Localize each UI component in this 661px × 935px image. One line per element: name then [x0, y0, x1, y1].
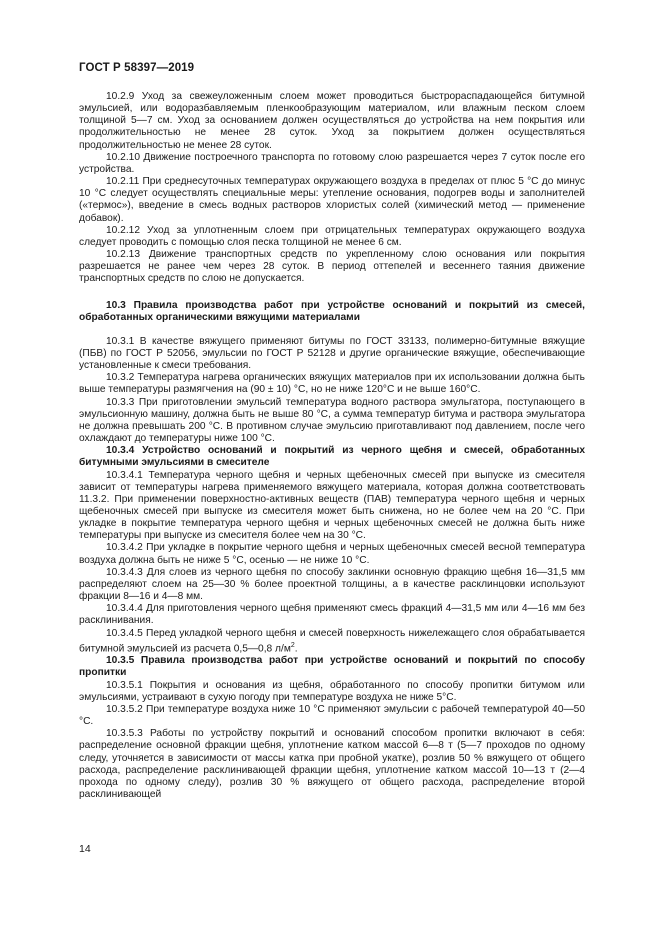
paragraph-10-3-4-3: 10.3.4.3 Для слоев из черного щебня по способу заклинки основную фракцию щебня 16—31,5 мм распределяют слоем на 25—30 % более проектной толщины, а в качестве расклинцовки используют фракции 8—16 и 4—8 мм. — [79, 566, 585, 603]
paragraph-10-3-4-5 — [79, 628, 585, 656]
paragraph-10-2-12: 10.2.12 Уход за уплотненным слоем при отрицательных температурах окружающего воздуха следует проводить с помощью слоя песка толщиной не менее 6 см. — [79, 224, 585, 248]
paragraph-10-2-9: 10.2.9 Уход за свежеуложенным слоем может проводиться быстрораспадающейся битумной эмульсией, или водоразбавляемым пленкообразующим материалом, или влажным песком слоем толщиной 5—7 см. Уход за основанием должен осуществляться до устройства на нем покрытия или продолжительностью не менее 28 суток. Уход за покрытием должен осуществляться продолжительностью не менее 28 суток. — [79, 91, 585, 151]
section-heading-10-3: 10.3 Правила производства работ при устройстве оснований и покрытий из смесей, обработанных органическими вяжущими материалами — [79, 299, 585, 323]
paragraph-10-2-11: 10.2.11 При среднесуточных температурах окружающего воздуха в пределах от плюс 5 °С до минус 10 °С следует осуществлять специальные меры: утепление основания, подогрев воды и заполнителей («термос»), введение в смесь водных растворов хлористых солей (химический метод — применение добавок). — [79, 176, 585, 224]
paragraph-10-3-4-1: 10.3.4.1 Температура черного щебня и черных щебеночных смесей при выпуске из смесителя зависит от температуры нагрева применяемого вяжущего материала, которая должна соответствовать 11.3.2. При применении поверхностно-активных веществ (ПАВ) температура черного щебня и черных щебеночных смесей при выпуске из смесителя может быть снижена, но не более чем на 20 °С. При укладке в покрытие температура черного щебня и черных щебеночных смесей не должна быть ниже температуры при выпуске из смесителя более чем на 30 °С. — [79, 469, 585, 542]
paragraph-10-3-4-5-text: 10.3.4.5 Перед укладкой черного щебня и смесей поверхность нижележащего слоя обрабатывается битумной эмульсией из расчета 0,5—0,8 л/м — [79, 627, 585, 655]
superscript-square: 2 — [290, 641, 295, 649]
page-number: 14 — [79, 843, 91, 855]
paragraph-10-3-5-1: 10.3.5.1 Покрытия и основания из щебня, обработанного по способу пропитки битумом или эмульсиями, устраивают в сухую погоду при температуре воздуха не ниже 5°С. — [79, 679, 585, 703]
paragraph-10-3-4-2: 10.3.4.2 При укладке в покрытие черного щебня и черных щебеночных смесей весной температура воздуха должна быть не ниже 5 °С, осенью — не ниже 10 °С. — [79, 542, 585, 566]
paragraph-10-3-5-2: 10.3.5.2 При температуре воздуха ниже 10 °С применяют эмульсии с рабочей температурой 40—50 °С. — [79, 703, 585, 728]
subsection-heading-10-3-4: 10.3.4 Устройство оснований и покрытий из черного щебня и смесей, обработанных битумными эмульсиями в смесителе — [79, 445, 585, 469]
paragraph-10-3-4-5-end: . — [294, 643, 298, 655]
standard-code-header: ГОСТ Р 58397—2019 — [79, 62, 195, 74]
paragraph-10-3-3: 10.3.3 При приготовлении эмульсий температура водного раствора эмульгатора, поступающего в эмульсионную машину, должна быть не выше 80 °С, а сумма температур битума и раствора эмульгатора не должна превышать 200 °С. В противном случае эмульсию приготавливают под давлением, после чего охлаждают до температуры ниже 100 °С. — [79, 396, 585, 445]
paragraph-10-2-13: 10.2.13 Движение транспортных средств по укрепленному слою основания или покрытия разрешается не ранее чем через 28 суток. В период оттепелей и весеннего таяния движение транспортных средств по слою не допускается. — [79, 249, 585, 285]
document-body — [79, 91, 585, 801]
paragraph-10-3-5-3: 10.3.5.3 Работы по устройству покрытий и оснований способом пропитки включают в себя: распределение основной фракции щебня, уплотнение катком массой 6—8 т (5—7 проходов по одному следу, уточняется в зависимости от массы катка при пробной укатке), розлив 50 % вяжущего от общего расхода, распределение расклинивающей фракции щебня, уплотнение катком массой 10—13 т (2—4 прохода по одному следу), розлив 30 % вяжущего от общего расхода, распределение второй расклинивающей — [79, 728, 585, 800]
subsection-heading-10-3-5: 10.3.5 Правила производства работ при устройстве оснований и покрытий по способу пропитки — [79, 655, 585, 679]
paragraph-10-3-4-4: 10.3.4.4 Для приготовления черного щебня применяют смесь фракций 4—31,5 мм или 4—16 мм без расклинивания. — [79, 603, 585, 627]
paragraph-10-3-2: 10.3.2 Температура нагрева органических вяжущих материалов при их использовании должна быть выше температуры размягчения на (90 ± 10) °С, но не ниже 120°С и не выше 160°С. — [79, 372, 585, 396]
paragraph-10-3-1: 10.3.1 В качестве вяжущего применяют битумы по ГОСТ 33133, полимерно-битумные вяжущие (ПБВ) по ГОСТ Р 52056, эмульсии по ГОСТ Р 52128 и другие органические вяжущие, обеспечивающие установленные к смеси требования. — [79, 335, 585, 372]
paragraph-10-2-10: 10.2.10 Движение построечного транспорта по готовому слою разрешается через 7 суток после его устройства. — [79, 151, 585, 175]
